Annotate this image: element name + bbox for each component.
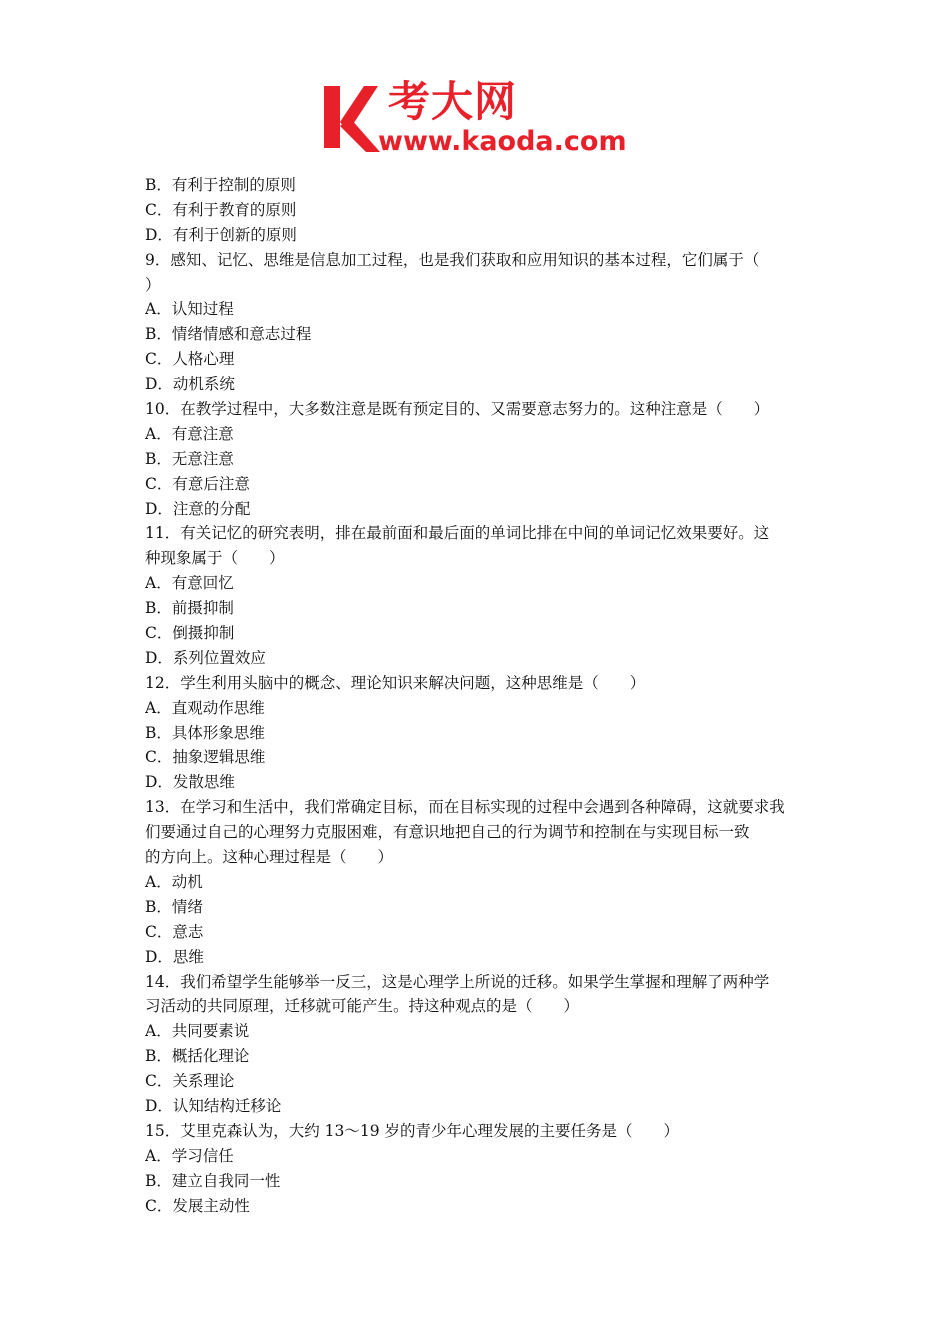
- text-line: 14．我们希望学生能够举一反三，这是心理学上所说的迁移。如果学生掌握和理解了两种学: [145, 972, 770, 991]
- text-line: 种现象属于（ ）: [145, 549, 285, 568]
- text-line: 13．在学习和生活中，我们常确定目标，而在目标实现的过程中会遇到各种障碍，这就要求我: [145, 798, 785, 817]
- text-line: A．认知过程: [145, 300, 234, 319]
- text-line: B．概括化理论: [145, 1047, 250, 1066]
- text-line: B．情绪情感和意志过程: [145, 325, 312, 344]
- text-line: B．无意注意: [145, 449, 234, 468]
- text-line: 习活动的共同原理，迁移就可能产生。持这种观点的是（ ）: [145, 997, 580, 1016]
- text-line: C．意志: [145, 922, 204, 941]
- text-line: C．关系理论: [145, 1072, 235, 1091]
- text-line: B．具体形象思维: [145, 723, 265, 742]
- text-line: 15．艾里克森认为，大约 13～19 岁的青少年心理发展的主要任务是（ ）: [145, 1121, 680, 1140]
- text-line: 10．在教学过程中，大多数注意是既有预定目的、又需要意志努力的。这种注意是（ ）: [145, 400, 770, 419]
- text-line: 们要通过自己的心理努力克服困难，有意识地把自己的行为调节和控制在与实现目标一致: [145, 823, 750, 842]
- text-line: 11．有关记忆的研究表明，排在最前面和最后面的单词比排在中间的单词记忆效果要好。这: [145, 524, 770, 543]
- logo-url: www.kaoda.com: [378, 126, 627, 157]
- kaoda-logo: [318, 78, 640, 160]
- text-line: C．发展主动性: [145, 1196, 250, 1215]
- text-line: C．有利于教育的原则: [145, 200, 297, 219]
- text-line: C．倒摄抑制: [145, 624, 235, 643]
- text-line: B．情绪: [145, 897, 203, 916]
- exam-questions: [145, 173, 809, 1218]
- logo-title: 考大网: [388, 77, 518, 126]
- text-line: D．注意的分配: [145, 499, 251, 518]
- text-line: 9．感知、记忆、思维是信息加工过程，也是我们获取和应用知识的基本过程，它们属于（: [145, 250, 760, 269]
- text-line: A．动机: [145, 872, 203, 891]
- text-line: B．有利于控制的原则: [145, 176, 296, 194]
- text-line: D．认知结构迁移论: [145, 1096, 282, 1115]
- text-line: D．有利于创新的原则: [145, 225, 297, 244]
- text-line: A．共同要素说: [145, 1022, 250, 1041]
- k-logo-icon: [318, 82, 380, 154]
- text-line: A．直观动作思维: [145, 698, 265, 717]
- text-line: D．思维: [145, 947, 204, 966]
- text-line: 的方向上。这种心理过程是（ ）: [145, 848, 394, 867]
- text-line: B．前摄抑制: [145, 599, 234, 618]
- text-line: A．学习信任: [145, 1146, 234, 1165]
- text-line: ）: [145, 275, 161, 294]
- text-line: C．抽象逻辑思维: [145, 748, 266, 767]
- text-line: A．有意注意: [145, 424, 234, 443]
- text-line: D．动机系统: [145, 375, 235, 394]
- text-line: B．建立自我同一性: [145, 1171, 281, 1190]
- text-line: C．有意后注意: [145, 474, 250, 493]
- text-line: D．发散思维: [145, 773, 235, 792]
- text-line: D．系列位置效应: [145, 648, 266, 667]
- text-line: A．有意回忆: [145, 574, 234, 593]
- text-line: C．人格心理: [145, 350, 235, 369]
- text-line: 12．学生利用头脑中的概念、理论知识来解决问题，这种思维是（ ）: [145, 673, 646, 692]
